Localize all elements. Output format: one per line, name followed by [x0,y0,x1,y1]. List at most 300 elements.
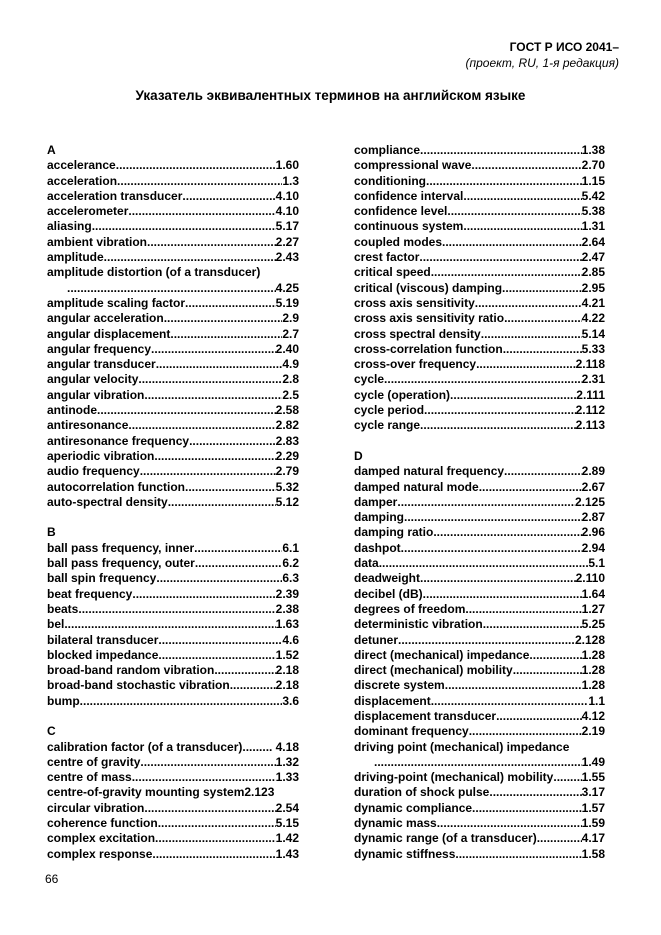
index-term: broad-band random vibration [47,663,215,678]
index-term: compliance [354,143,421,157]
section-gap [354,434,605,449]
dot-leader [420,571,576,586]
index-entry [47,357,299,372]
dot-leader [67,281,276,296]
index-term-plain: amplitude distortion (of a transducer) [47,265,261,280]
term-reference: 1.63 [275,617,299,632]
index-term: aliasing [47,219,92,234]
index-term: antiresonance frequency [47,433,190,448]
dot-leader [194,541,282,556]
index-term: angular transducer [47,357,156,372]
index-entry [47,633,299,648]
dot-leader [189,434,276,449]
index-term: coherence function [47,816,158,831]
term-reference: 5.12 [275,494,299,509]
index-entry [47,281,299,296]
dot-leader [397,495,575,510]
index-term: compressional wave [354,158,472,173]
index-term: complex excitation [47,831,156,846]
term-reference: 1.28 [581,678,605,693]
term-reference: 2.70 [581,158,605,173]
index-term: decibel (dB) [354,586,423,601]
index-term: auto-spectral density [47,494,168,509]
index-entry [354,204,605,219]
index-term: dynamic mass [354,816,437,831]
index-term: duration of shock pulse [354,785,490,800]
index-entry [47,831,299,846]
index-entry [354,709,605,724]
index-term: cycle range [354,418,421,433]
term-reference: 2.7 [282,326,299,341]
term-reference: 2.8 [282,372,299,387]
index-term: damped natural frequency [354,464,505,479]
dot-leader [537,831,582,846]
index-entry [47,189,299,204]
term-reference: 2.85 [581,265,605,280]
index-entry [354,342,605,357]
index-entry [47,801,299,816]
dot-leader [132,587,275,602]
index-entry [354,189,605,204]
index-entry [47,174,299,189]
dot-leader [463,219,581,234]
term-reference: 2.47 [581,250,605,265]
dot-leader [158,816,276,831]
index-entry [47,541,299,556]
term-reference: 1.60 [275,158,299,173]
index-entry [47,342,299,357]
index-entry [354,403,605,418]
index-entry [47,495,299,510]
term-reference: 2.43 [275,250,299,265]
dot-leader [420,418,576,433]
index-term: dashpot [354,540,401,555]
term-reference: 4.10 [275,204,299,219]
dot-leader [431,694,589,709]
index-entry [47,250,299,265]
index-entry [47,755,299,770]
index-entry [47,663,299,678]
index-entry [354,158,605,173]
index-term: detuner [354,632,399,647]
term-reference: 2.89 [581,464,605,479]
term-reference: 6.1 [282,540,299,555]
index-term: dominant frequency [354,724,469,739]
index-entry [47,219,299,234]
index-term: amplitude scaling factor [47,295,186,310]
dot-leader [447,204,581,219]
index-entry [354,847,605,862]
index-entry [47,464,299,479]
term-reference: 2.54 [275,800,299,815]
dot-leader [504,464,582,479]
index-term: bel [47,617,65,632]
index-entry [354,235,605,250]
index-term: dynamic stiffness [354,846,456,861]
term-reference: 1.38 [581,143,605,157]
document-header [466,40,620,71]
index-term: angular displacement [47,326,171,341]
term-reference: 1.58 [581,846,605,861]
term-reference: 2.79 [275,464,299,479]
index-entry [354,663,605,678]
dot-leader [185,480,276,495]
dot-leader [155,831,276,846]
term-reference: 2.27 [275,234,299,249]
term-reference: 1.1 [588,693,605,708]
term-reference: 1.55 [581,770,605,785]
index-entry [354,801,605,816]
index-entry [47,235,299,250]
dot-leader [128,204,275,219]
index-term: coupled modes [354,234,443,249]
index-term: continuous system [354,219,464,234]
dot-leader [445,678,582,693]
term-reference: 2.40 [275,341,299,356]
index-entry [354,281,605,296]
index-entry [354,265,605,280]
term-reference: 5.17 [275,219,299,234]
term-reference: 2.64 [581,234,605,249]
index-term: displacement [354,693,431,708]
index-entry [47,372,299,387]
dot-leader [472,801,582,816]
index-entry [354,571,605,586]
index-term: cycle period [354,403,425,418]
dot-leader [476,357,576,372]
dot-leader [80,694,283,709]
term-reference: 5.32 [275,479,299,494]
term-reference: 4.25 [275,280,299,295]
index-entry [354,143,605,158]
index-entry [47,434,299,449]
term-reference: 5.19 [275,295,299,310]
dot-leader [483,617,582,632]
term-reference: 4.17 [581,831,605,846]
term-reference: 1.57 [581,800,605,815]
dot-leader [496,709,582,724]
term-reference: 1.28 [581,647,605,662]
dot-leader [431,265,582,280]
dot-leader [426,174,582,189]
dot-leader [469,724,582,739]
index-term: blocked impedance [47,647,159,662]
index-term: angular acceleration [47,311,164,326]
term-reference: 6.3 [282,571,299,586]
term-reference: 2.111 [576,387,605,402]
index-term-plain: centre-of-gravity mounting system2.123 [47,785,275,800]
index-entry [354,418,605,433]
index-entry [354,296,605,311]
index-term: discrete system [354,678,445,693]
dot-leader [147,235,276,250]
term-reference: 4.6 [282,632,299,647]
section-letter: C [47,724,56,739]
dot-leader [513,663,582,678]
dot-leader [489,785,581,800]
term-reference: 2.87 [581,510,605,525]
dot-leader [379,556,589,571]
term-reference: 3.17 [581,785,605,800]
dot-leader [463,189,581,204]
dot-leader [78,602,275,617]
dot-leader [156,571,282,586]
index-entry [47,770,299,785]
index-entry [47,816,299,831]
dot-leader [195,556,282,571]
term-reference: 2.38 [275,601,299,616]
dot-leader [64,617,275,632]
index-term: antiresonance [47,418,129,433]
term-reference: 1.33 [275,770,299,785]
dot-leader [503,342,582,357]
index-term: damping [354,510,404,525]
dot-leader [214,663,275,678]
term-reference: 2.110 [575,571,605,586]
index-term: cross axis sensitivity [354,295,475,310]
index-entry [47,480,299,495]
index-term: centre of gravity [47,754,141,769]
index-entry [47,449,299,464]
index-entry [47,296,299,311]
index-entry [354,724,605,739]
index-term: damped natural mode [354,479,479,494]
term-reference: . 4.18 [268,739,299,754]
dot-leader [116,158,276,173]
index-entry [354,587,605,602]
index-term: accelerance [47,158,116,173]
index-term: displacement transducer [354,708,497,723]
term-reference: 5.15 [275,816,299,831]
index-term: cycle [354,372,385,387]
dot-leader [242,740,269,755]
index-term: antinode [47,403,97,418]
index-entry [354,174,605,189]
index-term: ball spin frequency [47,571,157,586]
term-reference: 2.19 [581,724,605,739]
term-reference: 1.15 [581,173,605,188]
index-entry [47,847,299,862]
dot-leader [132,770,276,785]
dot-leader [164,311,283,326]
dot-leader [144,801,275,816]
dot-leader [398,633,575,648]
dot-leader [465,602,581,617]
dot-leader [401,541,582,556]
term-reference: 2.31 [581,372,605,387]
index-entry [354,510,605,525]
dot-leader [151,342,276,357]
term-reference: 1.52 [275,647,299,662]
dot-leader [423,587,582,602]
index-entry [354,250,605,265]
section-letter: A [47,143,56,157]
term-reference: 1.64 [581,586,605,601]
index-term: data [354,556,379,571]
dot-leader [384,372,582,387]
page-title: Указатель эквивалентных терминов на английском языке [135,88,526,103]
index-entry [354,219,605,234]
index-entry [47,648,299,663]
index-column-right [354,143,605,862]
term-reference: 5.38 [581,204,605,219]
dot-leader [471,158,581,173]
page-number: 66 [45,872,59,886]
dot-leader [168,495,276,510]
index-entry [47,158,299,173]
index-entry [354,770,605,785]
term-reference: 2.5 [282,387,299,402]
index-term: direct (mechanical) impedance [354,647,530,662]
dot-leader [475,296,582,311]
term-reference: 1.32 [275,754,299,769]
term-reference: 1.42 [275,831,299,846]
index-term: autocorrelation function [47,479,185,494]
dot-leader [117,174,282,189]
index-entry [47,587,299,602]
term-reference: 4.22 [581,311,605,326]
dot-leader [481,327,582,342]
dot-leader [182,189,275,204]
index-entry [354,525,605,540]
index-entry [354,816,605,831]
index-entry [354,678,605,693]
dot-leader [455,847,581,862]
index-term: cycle (operation) [354,387,451,402]
index-term: damper [354,494,398,509]
dot-leader [158,633,282,648]
dot-leader [529,648,581,663]
dot-leader [450,388,576,403]
index-entry [47,740,299,755]
dot-leader [185,296,276,311]
index-term: ball pass frequency, outer [47,556,195,571]
dot-leader [374,755,582,770]
dot-leader [420,143,582,158]
index-term: centre of mass [47,770,132,785]
term-reference: 5.42 [581,188,605,203]
index-term: degrees of freedom [354,601,466,616]
index-term: circular vibration [47,800,145,815]
index-term: angular velocity [47,372,139,387]
dot-leader [156,357,283,372]
dot-leader [479,480,582,495]
index-term: dynamic range (of a transducer) [354,831,537,846]
dot-leader [138,372,282,387]
dot-leader [140,755,275,770]
term-reference: 4.12 [581,708,605,723]
term-reference: 6.2 [282,556,299,571]
term-reference: 2.113 [575,418,605,433]
index-entry [47,694,299,709]
index-entry [47,204,299,219]
index-term: bilateral transducer [47,632,159,647]
index-entry [354,556,605,571]
dot-leader [128,418,275,433]
index-term: calibration factor (of a transducer) [47,739,243,754]
term-reference: 2.118 [575,357,605,372]
term-reference: 5.14 [581,326,605,341]
index-term: damping ratio [354,525,434,540]
dot-leader [170,327,282,342]
index-term: critical (viscous) damping [354,280,503,295]
dot-leader [419,250,581,265]
index-entry [354,617,605,632]
section-gap [47,510,299,525]
index-entry [354,388,605,403]
index-term: angular frequency [47,341,152,356]
index-term: acceleration [47,173,118,188]
index-term: direct (mechanical) mobility [354,663,513,678]
section-letter: D [354,448,363,463]
index-entry [47,678,299,693]
index-term: angular vibration [47,387,145,402]
dot-leader [154,449,275,464]
index-term: aperiodic vibration [47,448,155,463]
index-term-plain: driving point (mechanical) impedance [354,739,570,754]
term-reference: 1.28 [581,663,605,678]
dot-leader [140,464,276,479]
dot-leader [97,403,276,418]
index-entry [354,755,605,770]
term-reference: 2.95 [581,280,605,295]
dot-leader [433,525,581,540]
index-entry [47,403,299,418]
term-reference: 1.3 [282,173,299,188]
dot-leader [442,235,582,250]
term-reference: 2.67 [581,479,605,494]
index-term: deterministic vibration [354,617,483,632]
dot-leader [230,678,276,693]
dot-leader [502,281,582,296]
index-entry [354,831,605,846]
index-term: audio frequency [47,464,140,479]
index-term: complex response [47,846,153,861]
index-entry [354,357,605,372]
index-entry [354,480,605,495]
index-entry [354,648,605,663]
index-term: cross axis sensitivity ratio [354,311,505,326]
index-term: beats [47,601,79,616]
term-reference: 4.21 [581,295,605,310]
standard-number: ГОСТ Р ИСО 2041– [509,40,619,54]
index-term: conditioning [354,173,426,188]
index-term: driving-point (mechanical) mobility [354,770,554,785]
index-term: broad-band stochastic vibration [47,678,230,693]
dot-leader [144,388,282,403]
term-reference: 5.33 [581,341,605,356]
term-reference: 2.39 [275,586,299,601]
edition-note: (проект, RU, 1-я редакция) [465,56,619,70]
term-reference: 2.94 [581,540,605,555]
index-entry [354,541,605,556]
index-term: cross-correlation function [354,341,503,356]
term-reference: 5.25 [581,617,605,632]
index-entry [354,633,605,648]
index-term: dynamic compliance [354,800,473,815]
dot-leader [504,311,582,326]
index-entry [354,694,605,709]
term-reference: 2.9 [282,311,299,326]
term-reference: 2.82 [275,418,299,433]
term-reference: 2.29 [275,448,299,463]
index-entry [354,464,605,479]
index-term: confidence level [354,204,448,219]
index-entry [354,327,605,342]
dot-leader [553,770,581,785]
index-term: bump [47,693,80,708]
term-reference: 1.27 [581,601,605,616]
